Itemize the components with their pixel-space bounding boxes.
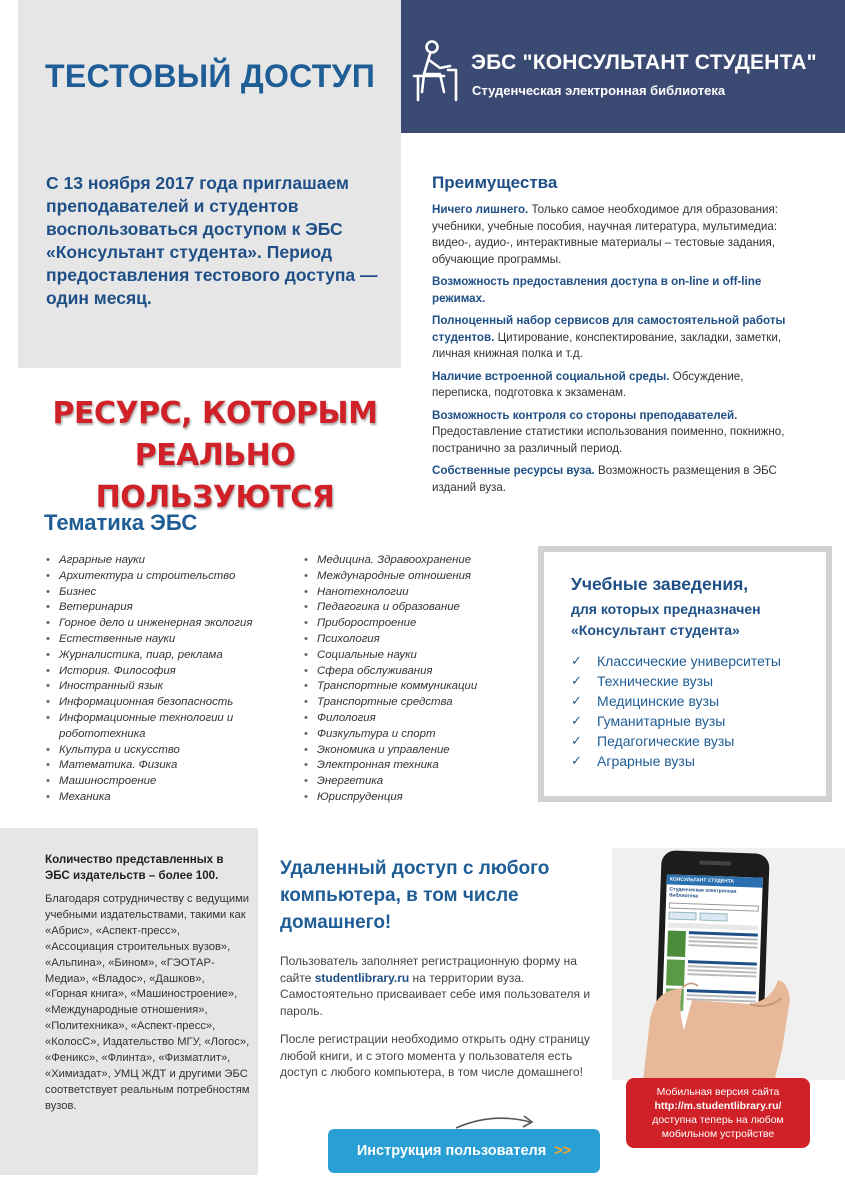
advantage-item-text: Только самое необходимое для образования: учебники, учебные пособия, научная литература, мультимедиа: видео-, аудио-, интерактивные материалы – тестовые задания, обучающие программы. bbox=[432, 203, 778, 266]
slogan-line-1: РЕСУРС, КОТОРЫМ bbox=[52, 396, 378, 431]
institutions-title: Учебные заведения, bbox=[571, 574, 749, 594]
mobile-line-1: Мобильная версия сайта bbox=[656, 1086, 780, 1098]
topics-heading: Тематика ЭБС bbox=[44, 510, 198, 535]
mobile-url-link[interactable]: http://m.studentlibrary.ru/ bbox=[654, 1100, 782, 1112]
advantage-item bbox=[432, 408, 802, 458]
advantage-item-title: Наличие встроенной социальной среды. bbox=[432, 369, 670, 383]
advantage-item-title: Ничего лишнего. bbox=[432, 203, 529, 216]
advantage-item-text: Возможность размещения в ЭБС изданий вуза. bbox=[432, 464, 777, 494]
institutions-subtitle: для которых предназначен bbox=[571, 601, 761, 617]
topic-item: • Архитектура и строительство bbox=[44, 569, 284, 585]
institutions-list bbox=[571, 651, 781, 771]
advantage-item-title: Возможность контроля со стороны преподавателей. bbox=[432, 408, 738, 422]
topic-item: • Социальные науки bbox=[302, 648, 532, 664]
page-title: ТЕСТОВЫЙ ДОСТУП bbox=[45, 58, 376, 94]
remote-p1-text: Пользователь заполняет регистрационную форму на сайте bbox=[280, 954, 577, 985]
advantage-item-title: Возможность предоставления доступа в on-line и off-line режимах. bbox=[432, 275, 762, 305]
topic-item: • Физкультура и спорт bbox=[302, 727, 532, 743]
topic-item: • Педагогика и образование bbox=[302, 600, 532, 616]
topic-item: • Информационные технологии и робототехника bbox=[44, 711, 284, 743]
publishers-heading: Количество представленных в ЭБС издательств – более 100. bbox=[45, 853, 224, 882]
topic-item: • История. Философия bbox=[44, 664, 284, 680]
topic-item: • Филология bbox=[302, 711, 532, 727]
advantage-item bbox=[432, 274, 802, 307]
topic-item: • Журналистика, пиар, реклама bbox=[44, 648, 284, 664]
topics-list-left bbox=[44, 553, 284, 806]
topic-item: • Экономика и управление bbox=[302, 743, 532, 759]
mobile-line-4: мобильном устройстве bbox=[661, 1128, 775, 1140]
topic-item: • Международные отношения bbox=[302, 569, 532, 585]
topic-item: • Ветеринария bbox=[44, 600, 284, 616]
topic-item: • Культура и искусство bbox=[44, 743, 284, 759]
topic-item: • Сфера обслуживания bbox=[302, 664, 532, 680]
topic-item: • Юриспруденция bbox=[302, 790, 532, 806]
topic-item: • Математика. Физика bbox=[44, 758, 284, 774]
topic-item: • Энергетика bbox=[302, 774, 532, 790]
topic-item: • Машиностроение bbox=[44, 774, 284, 790]
topics-list-right bbox=[302, 553, 532, 806]
lead-paragraph: С 13 ноября 2017 года приглашаем преподавателей и студентов воспользоваться доступом к ЭБС «Консультант студента». Период предоставления тестового доступа — один месяц. bbox=[46, 173, 378, 308]
advantage-item bbox=[432, 463, 802, 496]
institution-item: ✓ Педагогические вузы bbox=[571, 731, 781, 751]
topic-item: • Транспортные средства bbox=[302, 695, 532, 711]
remote-access-heading: Удаленный доступ с любого компьютера, в том числе домашнего! bbox=[280, 858, 550, 933]
advantage-item-text: Обсуждение, переписка, подготовка к экзаменам. bbox=[432, 369, 744, 399]
student-figure-icon bbox=[410, 40, 460, 102]
topic-item: • Бизнес bbox=[44, 585, 284, 601]
institution-item: ✓ Классические университеты bbox=[571, 651, 781, 671]
topic-item: • Психология bbox=[302, 632, 532, 648]
topic-item: • Иностранный язык bbox=[44, 679, 284, 695]
advantages-heading: Преимущества bbox=[432, 173, 558, 192]
studentlibrary-link[interactable]: studentlibrary.ru bbox=[314, 970, 410, 985]
slogan-line-2: РЕАЛЬНО ПОЛЬЗУЮТСЯ bbox=[95, 438, 335, 515]
slogan bbox=[40, 393, 390, 519]
phone-screen-header: КОНСУЛЬТАНТ СТУДЕНТА bbox=[667, 874, 763, 887]
advantage-item bbox=[432, 202, 802, 268]
advantage-item bbox=[432, 369, 802, 402]
advantage-item-text: Предоставление статистики использования поименно, покнижно, постранично за различный период. bbox=[432, 425, 785, 455]
hand-icon bbox=[632, 940, 802, 1090]
brand-subtitle: Студенческая электронная библиотека bbox=[472, 83, 726, 98]
topic-item: • Транспортные коммуникации bbox=[302, 679, 532, 695]
phone-screen-title: Студенческая электронная библиотека bbox=[669, 886, 737, 900]
remote-p1-text-end: на территории вуза. Самостоятельно присваивает себе имя пользователя и пароль. bbox=[280, 970, 591, 1018]
topic-item: • Горное дело и инженерная экология bbox=[44, 616, 284, 632]
user-instructions-button[interactable] bbox=[328, 1129, 600, 1173]
topic-item: • Механика bbox=[44, 790, 284, 806]
institutions-subtitle-name: «Консультант студента» bbox=[571, 622, 740, 638]
advantage-item bbox=[432, 313, 802, 363]
advantages-list bbox=[432, 202, 802, 502]
user-instructions-label: Инструкция пользователя bbox=[356, 1143, 547, 1159]
institution-item: ✓ Медицинские вузы bbox=[571, 691, 781, 711]
institution-item: ✓ Аграрные вузы bbox=[571, 751, 781, 771]
topic-item: • Приборостроение bbox=[302, 616, 532, 632]
publishers-text: Благодаря сотрудничеству с ведущими учебными издательствами, такими как «Абрис», «Аспект-пресс», «Ассоциация строительных вузов», «Альпина», «Бином», «ГЭОТАР-Медиа», «Владос», «Дашков», «Горная книга», «Машиностроение», «Международные отношения», «Политехника», «Аспект-пресс», «КолосС», Издательство МГУ, «Логос», «Феникс», «Флинта», «Физматлит», «Химиздат», УМЦ ЖДТ и другими ЭБС соответствует реальным потребностям вузов. bbox=[45, 893, 250, 1112]
chevron-right-icon: >> bbox=[554, 1143, 572, 1159]
remote-access-paragraph-2: После регистрации необходимо открыть одну страницу любой книги, и с этого момента у пользователя есть доступ с любого компьютера, в том числе домашнего! bbox=[280, 1032, 590, 1079]
remote-access-paragraph-1 bbox=[280, 953, 592, 1019]
advantage-item-title: Полноценный набор сервисов для самостоятельной работы студентов. bbox=[432, 314, 786, 344]
mobile-line-3: доступна теперь на любом bbox=[652, 1114, 784, 1126]
advantage-item-text: Цитирование, конспектирование, закладки, заметки, личная книжная полка и т.д. bbox=[432, 330, 782, 360]
institution-item: ✓ Гуманитарные вузы bbox=[571, 711, 781, 731]
topic-item: • Электронная техника bbox=[302, 758, 532, 774]
topic-item: • Информационная безопасность bbox=[44, 695, 284, 711]
topic-item: • Аграрные науки bbox=[44, 553, 284, 569]
institution-item: ✓ Технические вузы bbox=[571, 671, 781, 691]
brand-name: ЭБС "КОНСУЛЬТАНТ СТУДЕНТА" bbox=[471, 51, 817, 74]
topic-item: • Нанотехнологии bbox=[302, 585, 532, 601]
topic-item: • Естественные науки bbox=[44, 632, 284, 648]
mobile-version-badge bbox=[626, 1078, 810, 1148]
topic-item: • Медицина. Здравоохранение bbox=[302, 553, 532, 569]
advantage-item-title: Собственные ресурсы вуза. bbox=[432, 464, 595, 477]
